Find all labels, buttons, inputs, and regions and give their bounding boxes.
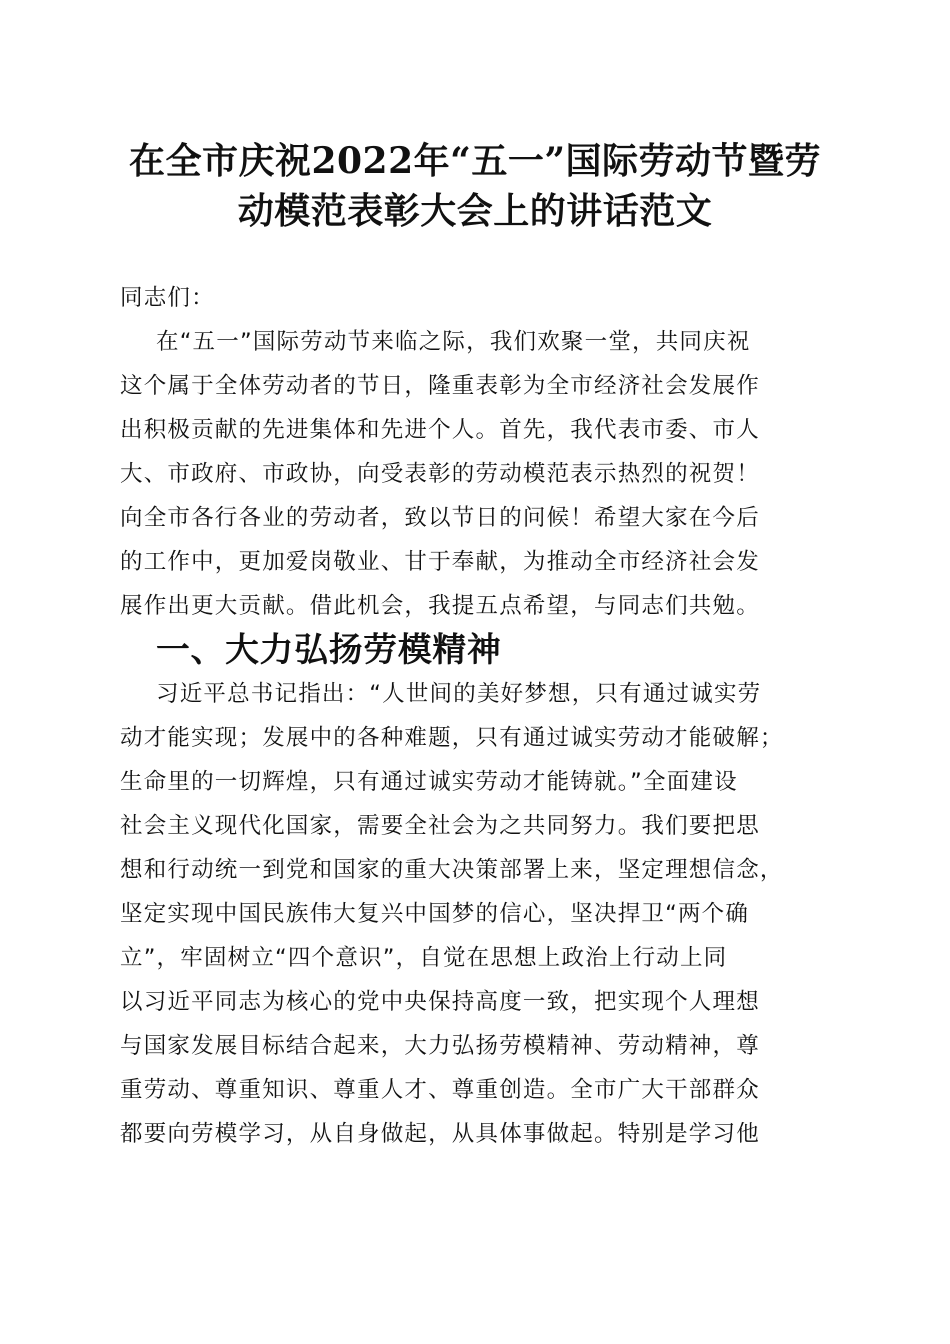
paragraph-line: 向全市各行各业的劳动者，致以节日的问候！希望大家在今后 [120,505,760,531]
paragraph-line: 社会主义现代化国家，需要全社会为之共同努力。我们要把思 [120,813,760,839]
salutation: 同志们： [120,285,215,311]
paragraph-line: 坚定实现中国民族伟大复兴中国梦的信心，坚决捍卫“两个确 [120,901,750,927]
paragraph-line: 生命里的一切辉煌，只有通过诚实劳动才能铸就。”全面建设 [120,769,738,795]
paragraph-line: 大、市政府、市政协，向受表彰的劳动模范表示热烈的祝贺！ [120,461,760,487]
paragraph-line: 都要向劳模学习，从自身做起，从具体事做起。特别是学习他 [120,1121,760,1147]
paragraph-line: 的工作中，更加爱岗敬业、甘于奉献，为推动全市经济社会发 [120,549,760,575]
paragraph-line: 这个属于全体劳动者的节日，隆重表彰为全市经济社会发展作 [120,373,760,399]
paragraph-line: 以习近平同志为核心的党中央保持高度一致，把实现个人理想 [120,989,760,1015]
paragraph-line: 出积极贡献的先进集体和先进个人。首先，我代表市委、市人 [120,417,760,443]
paragraph-line: 习近平总书记指出：“人世间的美好梦想，只有通过诚实劳 [156,681,762,707]
paragraph-line: 与国家发展目标结合起来，大力弘扬劳模精神、劳动精神，尊 [120,1033,760,1059]
paragraph-line: 在“五一”国际劳动节来临之际，我们欢聚一堂，共同庆祝 [156,329,751,355]
paragraph-intro [120,320,832,628]
title-line-1: 在全市庆祝2022年“五一”国际劳动节暨劳 [128,140,822,182]
document-body [120,276,832,1156]
title-line-2: 动模范表彰大会上的讲话范文 [237,190,713,232]
paragraph-line: 想和行动统一到党和国家的重大决策部署上来，坚定理想信念， [120,857,784,883]
paragraph-line: 动才能实现；发展中的各种难题，只有通过诚实劳动才能破解； [120,725,784,751]
paragraph-line: 重劳动、尊重知识、尊重人才、尊重创造。全市广大干部群众 [120,1077,760,1103]
paragraph-line: 展作出更大贡献。借此机会，我提五点希望，与同志们共勉。 [120,593,760,619]
paragraph-line: 立”，牢固树立“四个意识”，自觉在思想上政治上行动上同 [120,945,728,971]
paragraph-section-1 [120,672,832,1156]
document-title [110,136,840,236]
section-heading: 一、大力弘扬劳模精神 [156,630,502,669]
